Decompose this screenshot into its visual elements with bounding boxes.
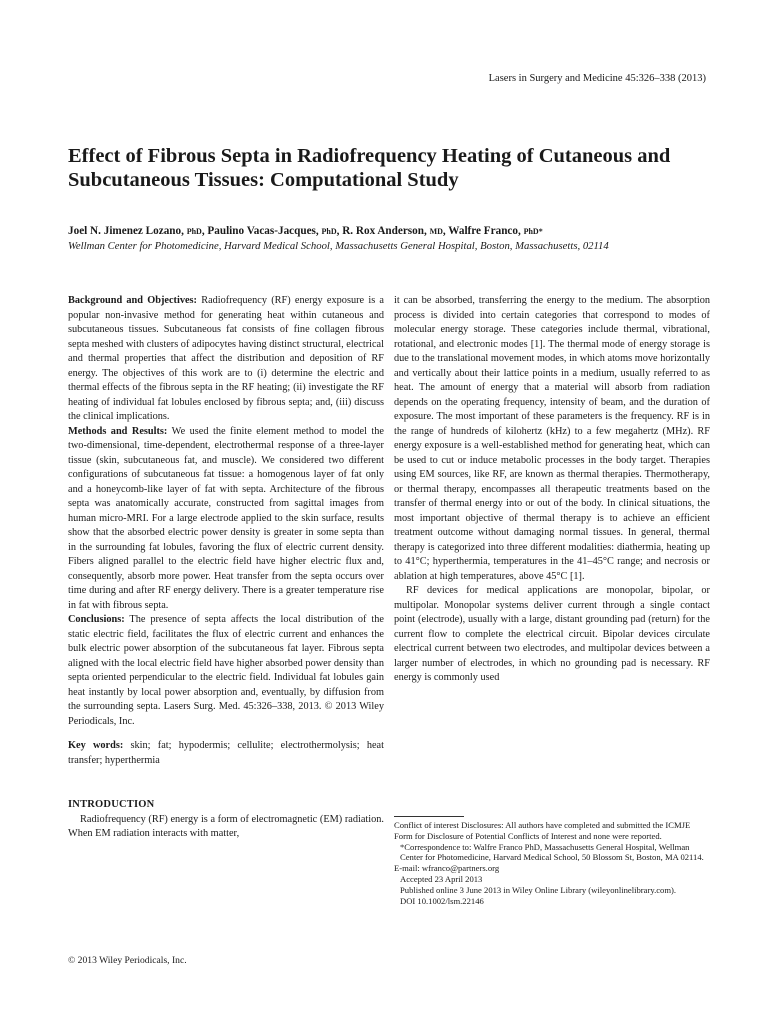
left-column (68, 294, 384, 842)
paragraph-text: The presence of septa affects the local distribution of the static electric field, facilitates the flux of electric current and enhances the bulk electric power absorption of the subcutaneous fat layer. Fibrous septa aligned with the local electric field have higher absorbed power density than septa oriented perpendicular to the electric field. Individual fat lobules gain heat instantly by local power absorption and, eventually, by diffusion from the surrounding septa. Lasers Surg. Med. 45:326–338, 2013. © 2013 Wiley Periodicals, Inc. (68, 614, 384, 727)
right-column (394, 294, 710, 686)
paragraph: RF devices for medical applications are monopolar, bipolar, or multipolar. Monopolar systems deliver current through a single contact point (electrode), usually with a large, distant grounding pad (return) for the current flow to complete the electrical circuit. Bipolar devices circulate electrical current between two electrodes, and multipolar devices between a larger number of electrodes, in which no grounding pad is necessary. RF energy is commonly used (394, 585, 710, 683)
footnote-conflict: Conflict of interest Disclosures: All authors have completed and submitted the ICMJE Form for Disclosure of Potential Conflicts of Interest and none were reported. (394, 820, 691, 841)
footnote-email: E-mail: wfranco@partners.org (394, 863, 500, 874)
author-degree: PhD (321, 227, 337, 236)
journal-citation: Lasers in Surgery and Medicine 45:326–338 (2013) (488, 73, 706, 84)
footnote-correspondence: *Correspondence to: Walfre Franco PhD, Massachusetts General Hospital, Wellman Center for Photomedicine, Harvard Medical School, 50 Blossom St, Boston, MA 02114. (400, 841, 704, 863)
article-title: Effect of Fibrous Septa in Radiofrequency Heating of Cutaneous and Subcutaneous Tissues: Computational Study (68, 145, 671, 191)
paragraph: it can be absorbed, transferring the energy to the medium. The absorption process is divided into certain categories that correspond to modes of molecular energy storage. These categories include thermal, vibrational, rotational, and electronic modes [1]. The thermal mode of energy storage is due to the translational movement modes, in which atoms move horizontally and vertically about their lattice points in a medium, usually referred to as heat. The amount of energy that a material will absorb from radiation depends on the operating frequency, intensity of beam, and the duration of exposure. The most important of these parameters is the frequency. RF is in the range of hundreds of kilohertz (kHz) to a few megahertz (MHz). RF energy exposure is a well-established method for generating heat, which can be used to cut or induce metabolic processes in the body target. Therapies using EM sources, like RF, are known as thermal therapies. Thermotherapy, or thermal therapy, encompasses all therapeutic treatments based on the transfer of thermal energy into or out of the body. In clinical situations, the most important objective of thermal therapy is to achieve an efficient treatment outcome without damaging normal tissues. In general, thermal therapy is categorized into three different modalities: diathermia, heating up to 41°C; hyperthermia, temperatures in the 41–45°C range; and necrosis or ablation at high temperatures, above 45°C [1]. (394, 295, 710, 582)
section-label: Conclusions: (68, 614, 125, 625)
section-label: Background and Objectives: (68, 295, 197, 306)
paragraph-text: Radiofrequency (RF) energy exposure is a popular non-invasive method for generating heat within cutaneous and subcutaneous tissues. Subcutaneous fat consists of fine collagen fibrous septa meshed with clusters of adipocytes having distinct structural, electrical and thermal properties that affect the distribution and deposition of RF energy. The objectives of this work are to (i) determine the electric and thermal effects of the fibrous septa in the RF heating; (ii) investigate the RF heating of individual fat lobules enclosed by fibrous septa; and, (iii) discuss the clinical implications. (68, 295, 384, 422)
author-degree: PhD (186, 227, 202, 236)
abstract-methods (68, 425, 384, 614)
section-label: Key words: (68, 740, 124, 751)
paragraph-text: We used the finite element method to model the two-dimensional, time-dependent, electrothermal response of a three-layer tissue (skin, subcutaneous fat, and muscle). We considered two different configurations of subcutaneous fat tissue: a homogenous layer of fat only and a honeycomb-like layer of fat with septa. Architecture of the fibrous septa was anatomically accurate, constructed from sagittal images from human micro-MRI. For a large electrode applied to the skin surface, results show that the absorbed electric power density is greater in some septa than in the surrounding fat lobules, favoring the flux of electric current density. Fibers aligned parallel to the electric field have higher electric flux and, consequently, absorb more power. Heat transfer from the septa occurs over time during and after RF energy delivery. There is a greater temperature rise in fat with fibrous septa. (68, 425, 385, 611)
keywords (68, 739, 384, 768)
abstract-background (68, 294, 384, 425)
footnote-accepted: Accepted 23 April 2013 (400, 873, 483, 884)
copyright-notice: © 2013 Wiley Periodicals, Inc. (68, 955, 187, 966)
author-name: , Paulino Vacas-Jacques, (201, 225, 322, 237)
section-heading: INTRODUCTION (68, 799, 155, 810)
author-degree: MD (429, 227, 443, 236)
author-degree: PhD* (523, 227, 543, 236)
footnote-published: Published online 3 June 2013 in Wiley Online Library (wileyonlinelibrary.com). (400, 884, 677, 895)
footnote-doi: DOI 10.1002/lsm.22146 (400, 895, 484, 906)
footnote-rule (394, 816, 464, 817)
section-label: Methods and Results: (68, 425, 168, 437)
abstract-conclusions (68, 613, 384, 729)
paragraph: Radiofrequency (RF) energy is a form of electromagnetic (EM) radiation. When EM radiation interacts with matter, (68, 813, 384, 839)
footnotes (394, 816, 710, 906)
affiliation: Wellman Center for Photomedicine, Harvard Medical School, Massachusetts General Hospital, Boston, Massachusetts, 02114 (68, 240, 609, 252)
author-name: , R. Rox Anderson, (336, 225, 430, 237)
author-name: , Walfre Franco, (442, 225, 524, 237)
author-name: Joel N. Jimenez Lozano, (68, 225, 187, 237)
paragraph-text: skin; fat; hypodermis; cellulite; electrothermolysis; heat transfer; hyperthermia (68, 740, 384, 766)
author-list (68, 225, 708, 237)
